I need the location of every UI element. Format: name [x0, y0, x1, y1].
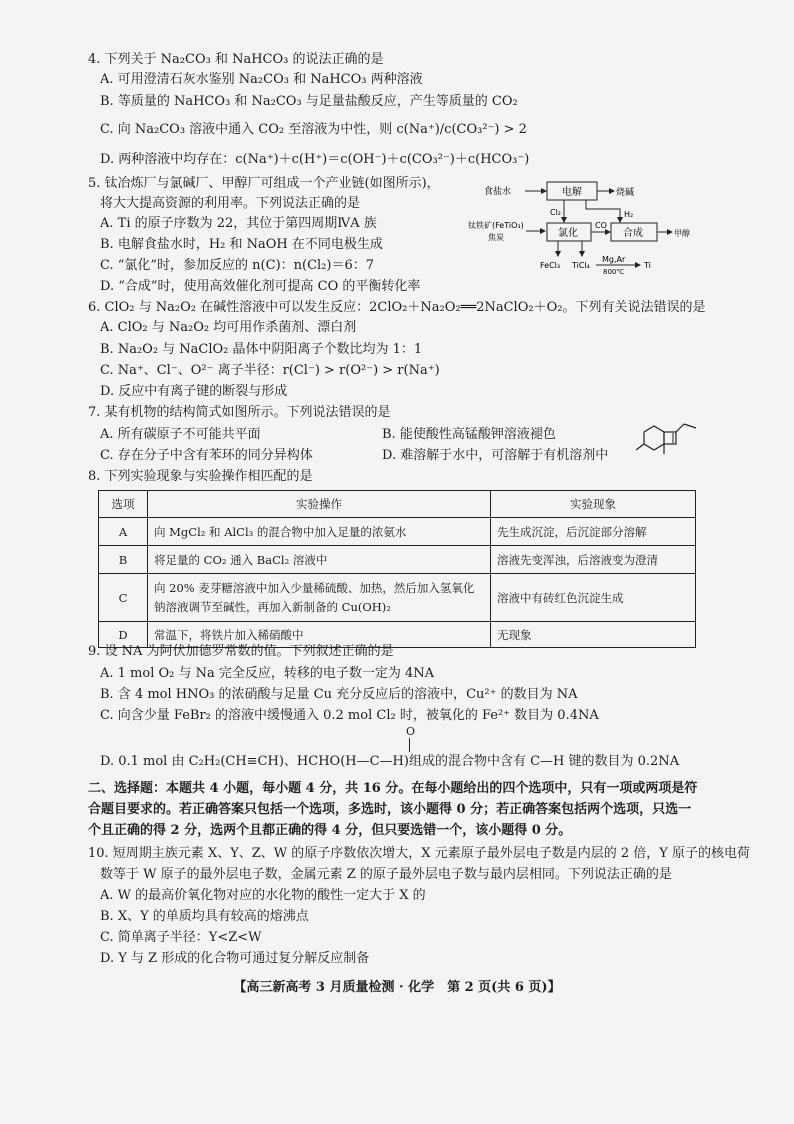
label-electrolysis: 电解	[562, 187, 582, 198]
cell-operation: 向 MgCl₂ 和 AlCl₃ 的混合物中加入足量的浓氨水	[148, 518, 491, 546]
carbonyl-double-bond	[409, 738, 410, 752]
label-fecl3: FeCl₃	[540, 261, 561, 270]
cell-option: A	[99, 518, 148, 546]
label-chlorination: 氯化	[558, 228, 578, 239]
label-coke: 焦炭	[488, 233, 504, 242]
table-row	[99, 574, 696, 622]
page-footer: 【高三新高考 3 月质量检测 · 化学 第 2 页(共 6 页)】	[233, 980, 561, 995]
header-phenomenon: 实验现象	[491, 491, 696, 518]
q7-option-d: D. 难溶解于水中，可溶解于有机溶剂中	[382, 448, 609, 463]
q5-option-b: B. 电解食盐水时，H₂ 和 NaOH 在不同电极生成	[100, 237, 383, 252]
q5-option-a: A. Ti 的原子序数为 22，其位于第四周期ⅣA 族	[100, 216, 377, 231]
cell-operation: 将足量的 CO₂ 通入 BaCl₂ 溶液中	[148, 546, 491, 574]
label-ti: Ti	[644, 261, 651, 270]
q4-option-c: C. 向 Na₂CO₃ 溶液中通入 CO₂ 至溶液为中性，则 c(Na⁺)/c(CO₃²⁻) > 2	[100, 122, 527, 137]
industrial-chain-diagram	[468, 176, 698, 280]
cell-operation: 常温下，将铁片加入稀硝酸中	[148, 622, 491, 648]
q5-option-d: D. “合成”时，使用高效催化剂可提高 CO 的平衡转化率	[100, 279, 421, 294]
q5-stem-line2: 将大大提高资源的利用率。下列说法正确的是	[100, 196, 361, 211]
q10-stem-line2: 数等于 W 原子的最外层电子数，金属元素 Z 的原子最外层电子数与最内层相同。下列说法正确的是	[100, 867, 672, 882]
q7-option-c: C. 存在分子中含有苯环的同分异构体	[100, 448, 313, 463]
cell-option: B	[99, 546, 148, 574]
label-temp: 800℃	[603, 268, 625, 276]
label-methanol: 甲醇	[674, 229, 690, 238]
q4-option-b: B. 等质量的 NaHCO₃ 和 Na₂CO₃ 与足量盐酸反应，产生等质量的 CO₂	[100, 94, 518, 109]
q6-option-c: C. Na⁺、Cl⁻、O²⁻ 离子半径：r(Cl⁻) > r(O²⁻) > r(Na⁺)	[100, 363, 440, 378]
q9-option-b: B. 含 4 mol HNO₃ 的浓硝酸与足量 Cu 充分反应后的溶液中，Cu²⁺ 的数目为 NA	[100, 687, 578, 702]
q5-option-c: C. “氯化”时，参加反应的 n(C)：n(Cl₂)＝6：7	[100, 258, 375, 273]
cell-phenomenon: 先生成沉淀，后沉淀部分溶解	[491, 518, 696, 546]
q10-stem-line1: 10. 短周期主族元素 X、Y、Z、W 的原子序数依次增大，X 元素原子最外层电子数是内层的 2 倍，Y 原子的核电荷	[88, 846, 750, 861]
cell-phenomenon: 溶液中有砖红色沉淀生成	[491, 574, 696, 622]
label-cl2: Cl₂	[550, 208, 562, 217]
q9-option-a: A. 1 mol O₂ 与 Na 完全反应，转移的电子数一定为 4NA	[100, 666, 435, 681]
cell-phenomenon: 溶液先变浑浊，后溶液变为澄清	[491, 546, 696, 574]
q6-option-a: A. ClO₂ 与 Na₂O₂ 均可用作杀菌剂、漂白剂	[100, 320, 357, 335]
cell-phenomenon: 无现象	[491, 622, 696, 648]
q4-stem: 4. 下列关于 Na₂CO₃ 和 NaHCO₃ 的说法正确的是	[88, 52, 384, 67]
q6-option-d: D. 反应中有离子键的断裂与形成	[100, 384, 288, 399]
q6-option-b: B. Na₂O₂ 与 NaClO₂ 晶体中阴阳离子个数比均为 1：1	[100, 342, 423, 357]
carbonyl-oxygen-label: O	[406, 725, 416, 738]
label-ore: 钛铁矿(FeTiO₃)	[468, 221, 524, 230]
experiment-table	[98, 490, 696, 648]
header-operation: 实验操作	[148, 491, 491, 518]
organic-structure-figure	[630, 418, 700, 462]
q9-option-c: C. 向含少量 FeBr₂ 的溶液中缓慢通入 0.2 mol Cl₂ 时，被氧化的 Fe²⁺ 数目为 0.4NA	[100, 708, 599, 723]
q7-stem: 7. 某有机物的结构简式如图所示。下列说法错误的是	[88, 405, 391, 420]
q4-option-d: D. 两种溶液中均存在：c(Na⁺)＋c(H⁺)＝c(OH⁻)＋c(CO₃²⁻)＋c(HCO₃⁻)	[100, 152, 530, 167]
label-co: CO	[595, 221, 607, 230]
cell-option: C	[99, 574, 148, 622]
q4-option-a: A. 可用澄清石灰水鉴别 Na₂CO₃ 和 NaHCO₃ 两种溶液	[100, 72, 423, 87]
table-header-row	[99, 491, 696, 518]
q9-stem: 9. 设 NA 为阿伏加德罗常数的值。下列叙述正确的是	[88, 644, 394, 659]
q5-stem-line1: 5. 钛冶炼厂与氯碱厂、甲醇厂可组成一个产业链(如图所示)，	[88, 176, 440, 191]
q10-option-d: D. Y 与 Z 形成的化合物可通过复分解反应制备	[100, 951, 370, 966]
q10-option-b: B. X、Y 的单质均具有较高的熔沸点	[100, 909, 309, 924]
q7-option-b: B. 能使酸性高锰酸钾溶液褪色	[382, 427, 556, 442]
header-option: 选项	[99, 491, 148, 518]
q6-stem: 6. ClO₂ 与 Na₂O₂ 在碱性溶液中可以发生反应：2ClO₂＋Na₂O₂══2NaClO₂＋O₂。下列有关说法错误的是	[88, 300, 706, 315]
label-caustic: 烧碱	[616, 188, 635, 198]
table-row	[99, 518, 696, 546]
cell-operation: 向 20% 麦芽糖溶液中加入少量稀硫酸、加热，然后加入氢氧化钠溶液调节至碱性，再加入新制备的 Cu(OH)₂	[148, 574, 491, 622]
section-2-instructions: 二、选择题：本题共 4 小题，每小题 4 分，共 16 分。在每小题给出的四个选项中，只有一项或两项是符合题目要求的。若正确答案只包括一个选项，多选时，该小题得 0 分；若正确答案包括两个选项，只选一个且正确的得 2 分，选两个且都正确的得 4 分，但只要选错一个，该小题得 0 分。	[88, 781, 698, 838]
q9-option-d: D. 0.1 mol 由 C₂H₂(CH≡CH)、HCHO(H—C—H)组成的混合物中含有 C—H 键的数目为 0.2NA	[100, 754, 680, 769]
q8-stem: 8. 下列实验现象与实验操作相匹配的是	[88, 469, 313, 484]
label-mgar: Mg,Ar	[602, 255, 626, 264]
label-synthesis: 合成	[623, 228, 643, 239]
label-brine: 食盐水	[484, 187, 512, 197]
q10-option-a: A. W 的最高价氧化物对应的水化物的酸性一定大于 X 的	[100, 888, 426, 903]
cell-option: D	[99, 622, 148, 648]
q10-option-c: C. 简单离子半径：Y<Z<W	[100, 930, 262, 945]
q7-option-a: A. 所有碳原子不可能共平面	[100, 427, 261, 442]
label-ticl4: TiCl₄	[572, 261, 590, 270]
table-row	[99, 546, 696, 574]
label-h2: H₂	[624, 210, 634, 219]
